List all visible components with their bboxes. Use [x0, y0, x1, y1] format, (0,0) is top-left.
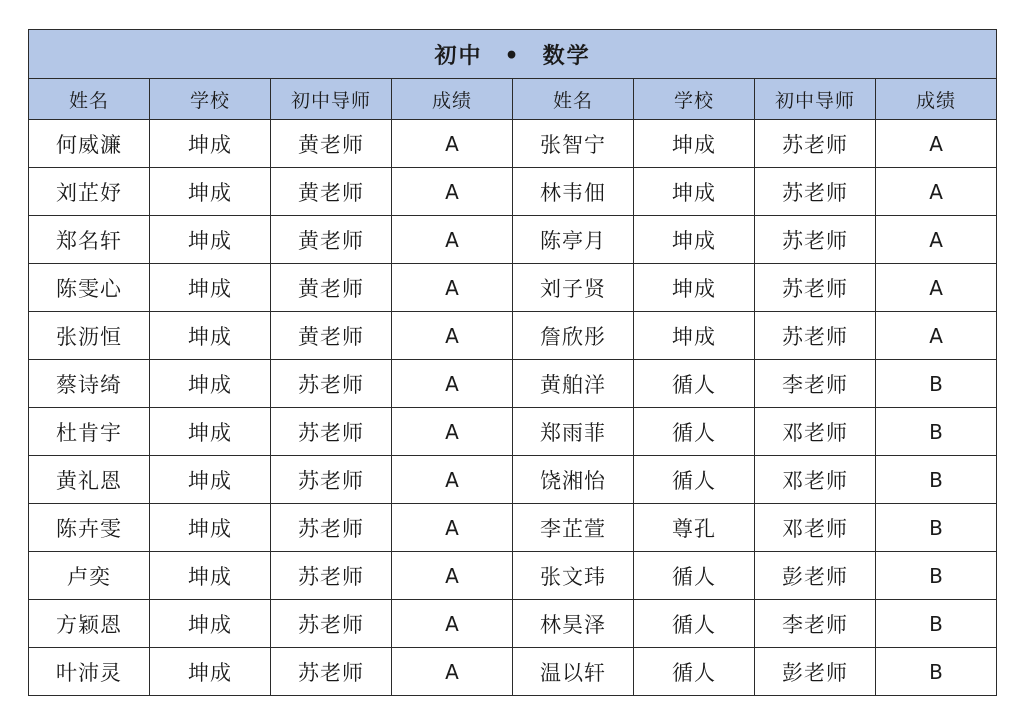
cell-school-right: 坤成: [634, 168, 755, 216]
cell-school-left: 坤成: [150, 504, 271, 552]
cell-name-left: 蔡诗绮: [29, 360, 150, 408]
cell-mentor-right: 苏老师: [755, 120, 876, 168]
cell-grade-right: B: [876, 456, 997, 504]
cell-name-right: 詹欣彤: [513, 312, 634, 360]
cell-school-left: 坤成: [150, 312, 271, 360]
cell-mentor-right: 李老师: [755, 360, 876, 408]
table-row: [29, 648, 997, 696]
cell-grade-left: A: [392, 312, 513, 360]
header-grade-left: 成绩: [392, 79, 513, 120]
cell-mentor-left: 黄老师: [271, 216, 392, 264]
cell-mentor-right: 李老师: [755, 600, 876, 648]
cell-grade-right: A: [876, 120, 997, 168]
cell-school-right: 尊孔: [634, 504, 755, 552]
cell-grade-right: A: [876, 168, 997, 216]
cell-name-left: 陈雯心: [29, 264, 150, 312]
cell-grade-right: B: [876, 552, 997, 600]
table-row: [29, 168, 997, 216]
table-row: [29, 216, 997, 264]
table-row: [29, 360, 997, 408]
cell-school-right: 坤成: [634, 216, 755, 264]
cell-name-left: 方颖恩: [29, 600, 150, 648]
cell-mentor-left: 苏老师: [271, 360, 392, 408]
table-row: [29, 408, 997, 456]
cell-name-left: 陈卉雯: [29, 504, 150, 552]
table-row: [29, 312, 997, 360]
cell-grade-left: A: [392, 264, 513, 312]
header-row: [29, 79, 997, 120]
cell-mentor-right: 彭老师: [755, 552, 876, 600]
cell-school-right: 循人: [634, 408, 755, 456]
cell-school-right: 循人: [634, 648, 755, 696]
cell-grade-left: A: [392, 360, 513, 408]
cell-grade-right: A: [876, 312, 997, 360]
cell-school-right: 循人: [634, 360, 755, 408]
cell-name-left: 何威濂: [29, 120, 150, 168]
cell-school-left: 坤成: [150, 552, 271, 600]
cell-school-right: 坤成: [634, 264, 755, 312]
score-table: [28, 29, 997, 696]
cell-school-left: 坤成: [150, 264, 271, 312]
cell-grade-right: B: [876, 648, 997, 696]
cell-mentor-left: 苏老师: [271, 600, 392, 648]
cell-school-right: 循人: [634, 456, 755, 504]
cell-mentor-left: 黄老师: [271, 168, 392, 216]
header-school-right: 学校: [634, 79, 755, 120]
header-school-left: 学校: [150, 79, 271, 120]
cell-mentor-right: 邓老师: [755, 408, 876, 456]
cell-name-left: 刘芷妤: [29, 168, 150, 216]
table-row: [29, 600, 997, 648]
cell-school-left: 坤成: [150, 456, 271, 504]
title-separator: •: [504, 42, 521, 69]
table-row: [29, 504, 997, 552]
title-right: 数学: [542, 42, 591, 69]
cell-mentor-right: 苏老师: [755, 312, 876, 360]
cell-mentor-left: 苏老师: [271, 456, 392, 504]
cell-mentor-left: 黄老师: [271, 264, 392, 312]
cell-mentor-left: 黄老师: [271, 312, 392, 360]
cell-name-right: 陈亭月: [513, 216, 634, 264]
cell-name-right: 郑雨菲: [513, 408, 634, 456]
table-row: [29, 456, 997, 504]
cell-grade-left: A: [392, 552, 513, 600]
cell-grade-left: A: [392, 456, 513, 504]
cell-school-left: 坤成: [150, 648, 271, 696]
cell-grade-left: A: [392, 408, 513, 456]
cell-grade-right: B: [876, 360, 997, 408]
cell-school-right: 坤成: [634, 312, 755, 360]
cell-grade-left: A: [392, 120, 513, 168]
cell-mentor-right: 苏老师: [755, 216, 876, 264]
cell-name-right: 林韦佃: [513, 168, 634, 216]
cell-grade-left: A: [392, 648, 513, 696]
cell-grade-right: B: [876, 600, 997, 648]
cell-name-left: 卢奕: [29, 552, 150, 600]
cell-name-left: 郑名轩: [29, 216, 150, 264]
table-row: [29, 120, 997, 168]
cell-name-right: 饶湘怡: [513, 456, 634, 504]
header-mentor-right: 初中导师: [755, 79, 876, 120]
title-left: 初中: [434, 42, 483, 69]
cell-grade-right: A: [876, 264, 997, 312]
cell-school-right: 坤成: [634, 120, 755, 168]
cell-mentor-right: 苏老师: [755, 264, 876, 312]
cell-name-right: 林昊泽: [513, 600, 634, 648]
cell-mentor-left: 黄老师: [271, 120, 392, 168]
cell-mentor-right: 苏老师: [755, 168, 876, 216]
cell-name-right: 李芷萱: [513, 504, 634, 552]
table-title: [29, 30, 997, 79]
cell-grade-left: A: [392, 216, 513, 264]
cell-name-right: 刘子贤: [513, 264, 634, 312]
cell-mentor-right: 邓老师: [755, 456, 876, 504]
cell-school-left: 坤成: [150, 216, 271, 264]
cell-grade-right: B: [876, 504, 997, 552]
cell-mentor-left: 苏老师: [271, 648, 392, 696]
cell-school-left: 坤成: [150, 600, 271, 648]
cell-school-left: 坤成: [150, 168, 271, 216]
cell-grade-left: A: [392, 600, 513, 648]
cell-name-right: 张文玮: [513, 552, 634, 600]
title-row: [29, 30, 997, 79]
score-sheet: [28, 29, 996, 695]
table-row: [29, 264, 997, 312]
cell-school-right: 循人: [634, 600, 755, 648]
header-grade-right: 成绩: [876, 79, 997, 120]
cell-grade-right: A: [876, 216, 997, 264]
cell-school-left: 坤成: [150, 120, 271, 168]
header-mentor-left: 初中导师: [271, 79, 392, 120]
cell-name-left: 张沥恒: [29, 312, 150, 360]
cell-mentor-left: 苏老师: [271, 552, 392, 600]
header-name-right: 姓名: [513, 79, 634, 120]
cell-name-left: 杜肯宇: [29, 408, 150, 456]
cell-school-left: 坤成: [150, 360, 271, 408]
table-row: [29, 552, 997, 600]
cell-mentor-left: 苏老师: [271, 504, 392, 552]
cell-mentor-left: 苏老师: [271, 408, 392, 456]
cell-school-right: 循人: [634, 552, 755, 600]
cell-grade-right: B: [876, 408, 997, 456]
cell-name-left: 黄礼恩: [29, 456, 150, 504]
cell-name-left: 叶沛灵: [29, 648, 150, 696]
cell-school-left: 坤成: [150, 408, 271, 456]
cell-mentor-right: 彭老师: [755, 648, 876, 696]
cell-grade-left: A: [392, 504, 513, 552]
cell-mentor-right: 邓老师: [755, 504, 876, 552]
cell-name-right: 温以轩: [513, 648, 634, 696]
cell-name-right: 张智宁: [513, 120, 634, 168]
header-name-left: 姓名: [29, 79, 150, 120]
cell-name-right: 黄舶洋: [513, 360, 634, 408]
cell-grade-left: A: [392, 168, 513, 216]
